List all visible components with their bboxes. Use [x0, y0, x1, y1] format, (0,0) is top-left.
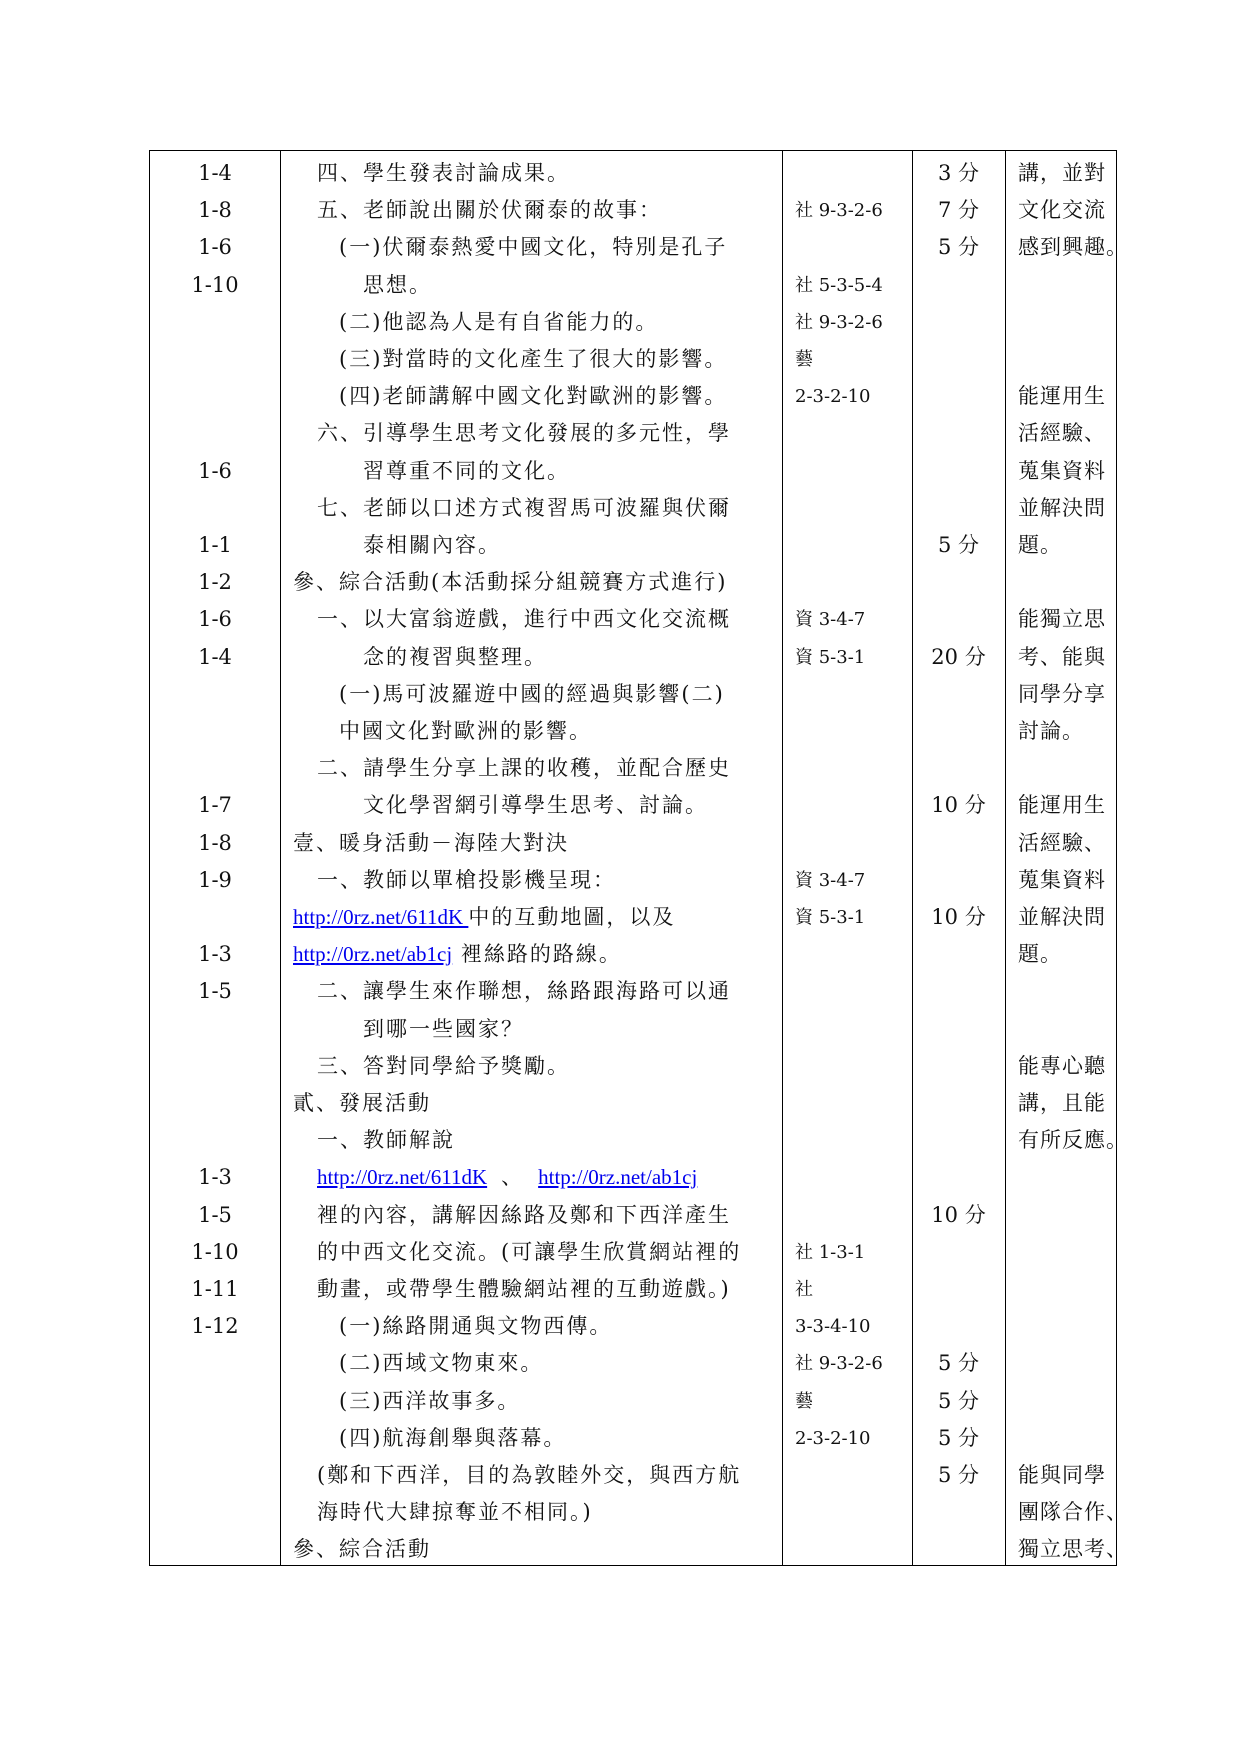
competency-indicator: 資 3-4-7	[795, 869, 866, 891]
activity-text: 一、教師以單槍投影機呈現：	[317, 867, 616, 892]
activity-text: 二、讓學生來作聯想，絲路跟海路可以通	[317, 979, 731, 1004]
indicator-code: 1-6	[198, 235, 232, 260]
assessment-text: 討論。	[1018, 719, 1084, 743]
time-allotment: 10 分	[931, 793, 986, 818]
indicator-code: 1-5	[198, 1202, 232, 1227]
time-allotment: 5 分	[937, 533, 980, 557]
activity-text: 文化學習網引導學生思考、討論。	[363, 793, 708, 818]
lesson-plan-table	[149, 150, 1128, 1566]
assessment-text: 活經驗、	[1018, 830, 1106, 855]
assessment-text: 獨立思考、	[1018, 1537, 1128, 1562]
activity-text: 念的複習與整理。	[363, 644, 547, 669]
indicator-code: 1-9	[198, 867, 232, 892]
activity-text: 貳、發展活動	[293, 1091, 431, 1115]
assessment-text: 能專心聽	[1018, 1053, 1106, 1078]
activity-text: 三、答對同學給予獎勵。	[317, 1053, 570, 1078]
activity-text: (四)老師講解中國文化對歐洲的影響。	[339, 384, 728, 409]
assessment-text: 蒐集資料	[1018, 867, 1106, 892]
activity-text: (三)西洋故事多。	[339, 1388, 521, 1413]
assessment-text: 講，並對	[1018, 161, 1106, 185]
activity-text: (二)西域文物東來。	[339, 1351, 544, 1376]
competency-indicator: 社	[795, 1279, 813, 1300]
activity-text: 參、綜合活動	[293, 1537, 431, 1562]
activity-text: (二)他認為人是有自省能力的。	[339, 309, 659, 334]
competency-indicator: 資 3-4-7	[795, 609, 866, 631]
assessment-text: 能與同學	[1018, 1463, 1106, 1487]
assessment-text: 考、能與	[1018, 644, 1106, 669]
activity-text: 到哪一些國家？	[363, 1016, 524, 1041]
activity-text: (一)絲路開通與文物西傳。	[339, 1314, 613, 1339]
competency-indicator: 資 5-3-1	[795, 646, 866, 668]
code-column	[150, 151, 280, 1565]
time-allotment: 5 分	[937, 1425, 980, 1450]
resource-link[interactable]: http://0rz.net/ab1cj	[538, 1165, 698, 1190]
assessment-text: 感到興趣。	[1018, 235, 1128, 260]
activity-text: 二、請學生分享上課的收穫，並配合歷史	[317, 756, 731, 781]
activity-text: (四)航海創舉與落幕。	[339, 1425, 567, 1450]
activity-text: (一)伏爾泰熱愛中國文化，特別是孔子	[339, 235, 728, 260]
activity-text: 的中西文化交流。(可讓學生欣賞網站裡的	[317, 1239, 742, 1264]
assessment-text: 團隊合作、	[1018, 1500, 1128, 1525]
time-column	[913, 151, 1004, 1565]
activity-text: 四、學生發表討論成果。	[317, 161, 570, 185]
assessment-text: 講，且能	[1018, 1091, 1106, 1115]
indicator-code: 1-11	[191, 1277, 239, 1301]
activity-text: 一、教師解說	[317, 1128, 455, 1153]
time-allotment: 10 分	[931, 1202, 986, 1227]
time-allotment: 7 分	[937, 198, 980, 223]
competency-indicator: 藝	[795, 1390, 813, 1412]
time-allotment: 3 分	[937, 161, 980, 185]
assessment-text: 同學分享	[1018, 681, 1106, 706]
indicator-code: 1-12	[191, 1314, 239, 1339]
activity-text: 動畫，或帶學生體驗網站裡的互動遊戲。)	[317, 1277, 731, 1301]
time-allotment: 5 分	[937, 1351, 980, 1376]
activity-text: 壹、暖身活動－海陸大對決	[293, 830, 569, 855]
time-allotment: 20 分	[931, 644, 986, 669]
activity-text: 中國文化對歐洲的影響。	[339, 719, 592, 743]
indicator-code: 1-6	[198, 607, 232, 632]
activity-text: 裡的內容，講解因絲路及鄭和下西洋產生	[317, 1202, 731, 1227]
time-allotment: 5 分	[937, 1388, 980, 1413]
indicator-code: 1-4	[198, 161, 232, 185]
activity-text: 一、以大富翁遊戲，進行中西文化交流概	[317, 607, 731, 632]
assessment-text: 能獨立思	[1018, 607, 1106, 632]
link-line	[293, 936, 622, 973]
assessment-text: 能運用生	[1018, 384, 1106, 409]
assessment-text: 活經驗、	[1018, 421, 1106, 446]
indicator-code: 1-3	[198, 1165, 232, 1190]
activity-text: (一)馬可波羅遊中國的經過與影響(二)	[339, 681, 725, 706]
indicator-code: 1-7	[198, 793, 232, 818]
assessment-text: 題。	[1018, 942, 1062, 967]
competency-indicator: 2-3-2-10	[795, 386, 871, 408]
activity-text: 六、引導學生思考文化發展的多元性，學	[317, 421, 731, 446]
assessment-text: 有所反應。	[1018, 1128, 1128, 1153]
indicator-code: 1-3	[198, 942, 232, 967]
assessment-text: 並解決問	[1018, 905, 1106, 929]
indicator-code: 1-10	[191, 1239, 239, 1264]
resource-link[interactable]: http://0rz.net/ab1cj	[293, 942, 453, 967]
activity-text: 習尊重不同的文化。	[363, 458, 570, 483]
link-description: 中的互動地圖，以及	[468, 905, 676, 929]
assessment-text: 能運用生	[1018, 793, 1106, 818]
indicator-code: 1-5	[198, 979, 232, 1004]
indicator-code: 1-1	[198, 533, 232, 557]
competency-indicator: 社 5-3-5-4	[795, 274, 883, 296]
assessment-text: 蒐集資料	[1018, 458, 1106, 483]
assessment-text: 題。	[1018, 533, 1062, 557]
activity-text: 泰相關內容。	[363, 533, 501, 557]
dual-link-line	[317, 1159, 697, 1196]
link-separator: 、	[501, 1165, 525, 1190]
activity-column	[281, 151, 781, 1565]
time-allotment: 5 分	[937, 235, 980, 260]
activity-text: (鄭和下西洋，目的為敦睦外交，與西方航	[317, 1463, 742, 1487]
indicator-code: 1-2	[198, 570, 232, 595]
indicator-code: 1-4	[198, 644, 232, 669]
assessment-text: 文化交流	[1018, 198, 1106, 223]
time-allotment: 10 分	[931, 905, 986, 929]
activity-text: 五、老師說出關於伏爾泰的故事：	[317, 198, 662, 223]
resource-link[interactable]: http://0rz.net/611dK	[317, 1165, 488, 1190]
competency-indicator: 資 5-3-1	[795, 907, 866, 928]
time-allotment: 5 分	[937, 1463, 980, 1487]
indicator-code: 1-8	[198, 830, 232, 855]
competency-indicator: 3-3-4-10	[795, 1316, 871, 1338]
activity-text: (三)對當時的文化產生了很大的影響。	[339, 347, 728, 371]
link-line	[293, 899, 675, 936]
activity-text: 參、綜合活動(本活動採分組競賽方式進行)	[293, 570, 728, 595]
competency-indicator: 社 9-3-2-6	[795, 200, 883, 222]
competency-indicator: 社 9-3-2-6	[795, 1353, 883, 1375]
indicator-code: 1-10	[191, 272, 239, 297]
assessment-text: 並解決問	[1018, 495, 1106, 520]
assessment-column	[1006, 151, 1128, 1565]
activity-text: 海時代大肆掠奪並不相同。)	[317, 1500, 593, 1525]
resource-link[interactable]: http://0rz.net/611dK	[293, 905, 469, 929]
competency-indicator: 2-3-2-10	[795, 1427, 871, 1449]
indicator-code: 1-6	[198, 458, 232, 483]
competency-indicator: 社 9-3-2-6	[795, 311, 883, 333]
activity-text: 七、老師以口述方式複習馬可波羅與伏爾	[317, 495, 731, 520]
indicator-column	[783, 151, 911, 1565]
indicator-code: 1-8	[198, 198, 232, 223]
link-description: 裡絲路的路線。	[452, 942, 622, 967]
competency-indicator: 藝	[795, 349, 813, 370]
competency-indicator: 社 1-3-1	[795, 1241, 866, 1263]
activity-text: 思想。	[363, 272, 432, 297]
